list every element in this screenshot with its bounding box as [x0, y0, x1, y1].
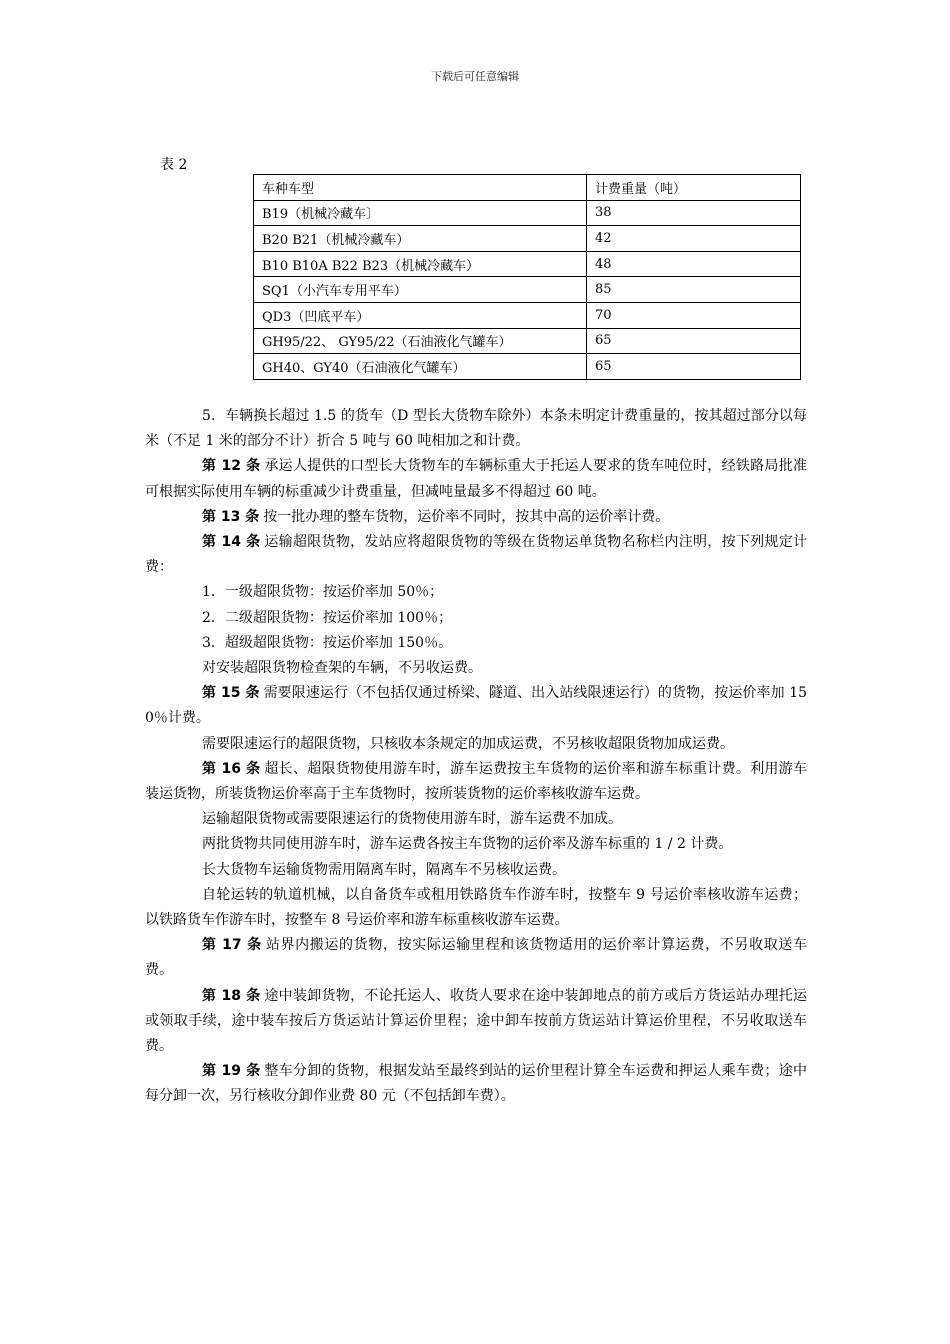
billing-weight-table: [253, 174, 801, 380]
table-caption: 表 2: [160, 157, 188, 173]
header-vehicle-type: 车种车型: [254, 175, 587, 201]
vehicle-type-cell: B10 B10A B22 B23（机械冷藏车）: [254, 251, 587, 277]
table-row: [254, 251, 801, 277]
paragraph-text: 2．二级超限货物：按运价率加 100％；: [202, 609, 453, 626]
paragraph: [145, 454, 807, 504]
paragraph: [145, 580, 807, 605]
table-row: [254, 354, 801, 380]
vehicle-type-cell: SQ1（小汽车专用平车）: [254, 277, 587, 303]
billing-weight-cell: 48: [587, 251, 801, 277]
billing-weight-cell: 70: [587, 302, 801, 328]
billing-weight-cell: 65: [587, 354, 801, 380]
paragraph-text: 超长、超限货物使用游车时，游车运费按主车货物的运价率和游车标重计费。利用游车装运货物，所装货物运价率高于主车货物时，按所装货物的运价率核收游车运费。: [145, 760, 808, 803]
paragraph-text: 承运人提供的口型长大货物车的车辆标重大于托运人要求的货车吨位时，经铁路局批准可根据实际使用车辆的标重减少计费重量，但减吨量最多不得超过 60 吨。: [145, 458, 808, 500]
paragraph: [145, 681, 807, 731]
article-number: 第 17 条: [202, 937, 262, 954]
article-number: 第 12 条: [202, 458, 261, 475]
paragraph: [145, 832, 807, 857]
header-note: 下载后可任意编辑: [431, 70, 519, 83]
paragraph: [145, 1059, 807, 1109]
table-row: [254, 200, 801, 226]
billing-weight-cell: 42: [587, 226, 801, 252]
paragraph-text: 整车分卸的货物，根据发站至最终到站的运价里程计算全车运费和押运人乘车费；途中每分卸一次，另行核收分卸作业费 80 元（不包括卸车费）。: [145, 1063, 808, 1105]
paragraph-text: 5．车辆换长超过 1.5 的货车（D 型长大货物车除外）本条未明定计费重量的，按其超过部分以每米（不足 1 米的部分不计）折合 5 吨与 60 吨相加之和计费。: [145, 408, 807, 450]
paragraph-text: 1．一级超限货物：按运价率加 50％；: [202, 584, 444, 601]
article-number: 第 14 条: [202, 534, 261, 551]
paragraph-text: 长大货物车运输货物需用隔离车时，隔离车不另核收运费。: [202, 861, 566, 878]
article-number: 第 18 条: [202, 987, 261, 1004]
vehicle-type-cell: GH40、GY40（石油液化气罐车）: [254, 354, 587, 380]
vehicle-type-cell: GH95/22、 GY95/22（石油液化气罐车）: [254, 328, 587, 354]
paragraph-text: 对安装超限货物检查架的车辆，不另收运费。: [202, 660, 482, 677]
paragraph-text: 运输超限货物或需要限速运行的货物使用游车时，游车运费不加成。: [202, 811, 622, 828]
paragraph: [145, 505, 807, 530]
paragraph: [145, 757, 807, 807]
vehicle-type-cell: B19（机械冷藏车〕: [254, 200, 587, 226]
table-row: [254, 328, 801, 354]
paragraph: [145, 883, 807, 933]
paragraph: [145, 933, 807, 983]
article-number: 第 19 条: [202, 1063, 261, 1080]
paragraph-text: 站界内搬运的货物，按实际运输里程和该货物适用的运价率计算运费，不另收取送车费。: [145, 937, 807, 979]
paragraph-text: 运输超限货物，发站应将超限货物的等级在货物运单货物名称栏内注明，按下列规定计费：: [145, 534, 808, 576]
paragraph: [145, 732, 807, 757]
paragraph-text: 两批货物共同使用游车时，游车运费各按主车货物的运价率及游车标重的 1 / 2 计费。: [202, 836, 733, 853]
billing-weight-cell: 65: [587, 328, 801, 354]
table-row: [254, 226, 801, 252]
paragraph: [145, 404, 807, 454]
paragraph: [145, 807, 807, 832]
billing-weight-cell: 85: [587, 277, 801, 303]
paragraph: [145, 984, 807, 1060]
paragraph-text: 途中装卸货物，不论托运人、收货人要求在途中装卸地点的前方或后方货运站办理托运或领取手续，途中装车按后方货运站计算运价里程；途中卸车按前方货运站计算运价里程，不另收取送车费。: [145, 987, 808, 1055]
paragraph: [145, 656, 807, 681]
paragraph: [145, 858, 807, 883]
paragraph-text: 3．超级超限货物：按运价率加 150％。: [202, 634, 453, 651]
article-number: 第 13 条: [202, 508, 260, 525]
article-number: 第 15 条: [202, 685, 260, 702]
paragraph-text: 需要限速运行（不包括仅通过桥梁、隧道、出入站线限速运行）的货物，按运价率加 150％计费。: [145, 685, 808, 727]
vehicle-type-cell: QD3（凹底平车）: [254, 302, 587, 328]
paragraph-text: 自轮运转的轨道机械，以自备货车或租用铁路货车作游车时，按整车 9 号运价率核收游车运费；以铁路货车作游车时，按整车 8 号运价率和游车标重核收游车运费。: [145, 886, 807, 929]
article-number: 第 16 条: [202, 760, 261, 777]
regulation-body: [145, 404, 807, 1110]
paragraph: [145, 606, 807, 631]
table-header-row: [254, 175, 801, 201]
paragraph: [145, 631, 807, 656]
billing-weight-cell: 38: [587, 200, 801, 226]
table-row: [254, 277, 801, 303]
header-billing-weight: 计费重量（吨）: [587, 175, 801, 201]
vehicle-type-cell: B20 B21（机械冷藏车）: [254, 226, 587, 252]
paragraph-text: 需要限速运行的超限货物，只核收本条规定的加成运费，不另核收超限货物加成运费。: [202, 735, 734, 752]
table-row: [254, 302, 801, 328]
paragraph-text: 按一批办理的整车货物，运价率不同时，按其中高的运价率计费。: [263, 508, 670, 525]
paragraph: [145, 530, 807, 580]
